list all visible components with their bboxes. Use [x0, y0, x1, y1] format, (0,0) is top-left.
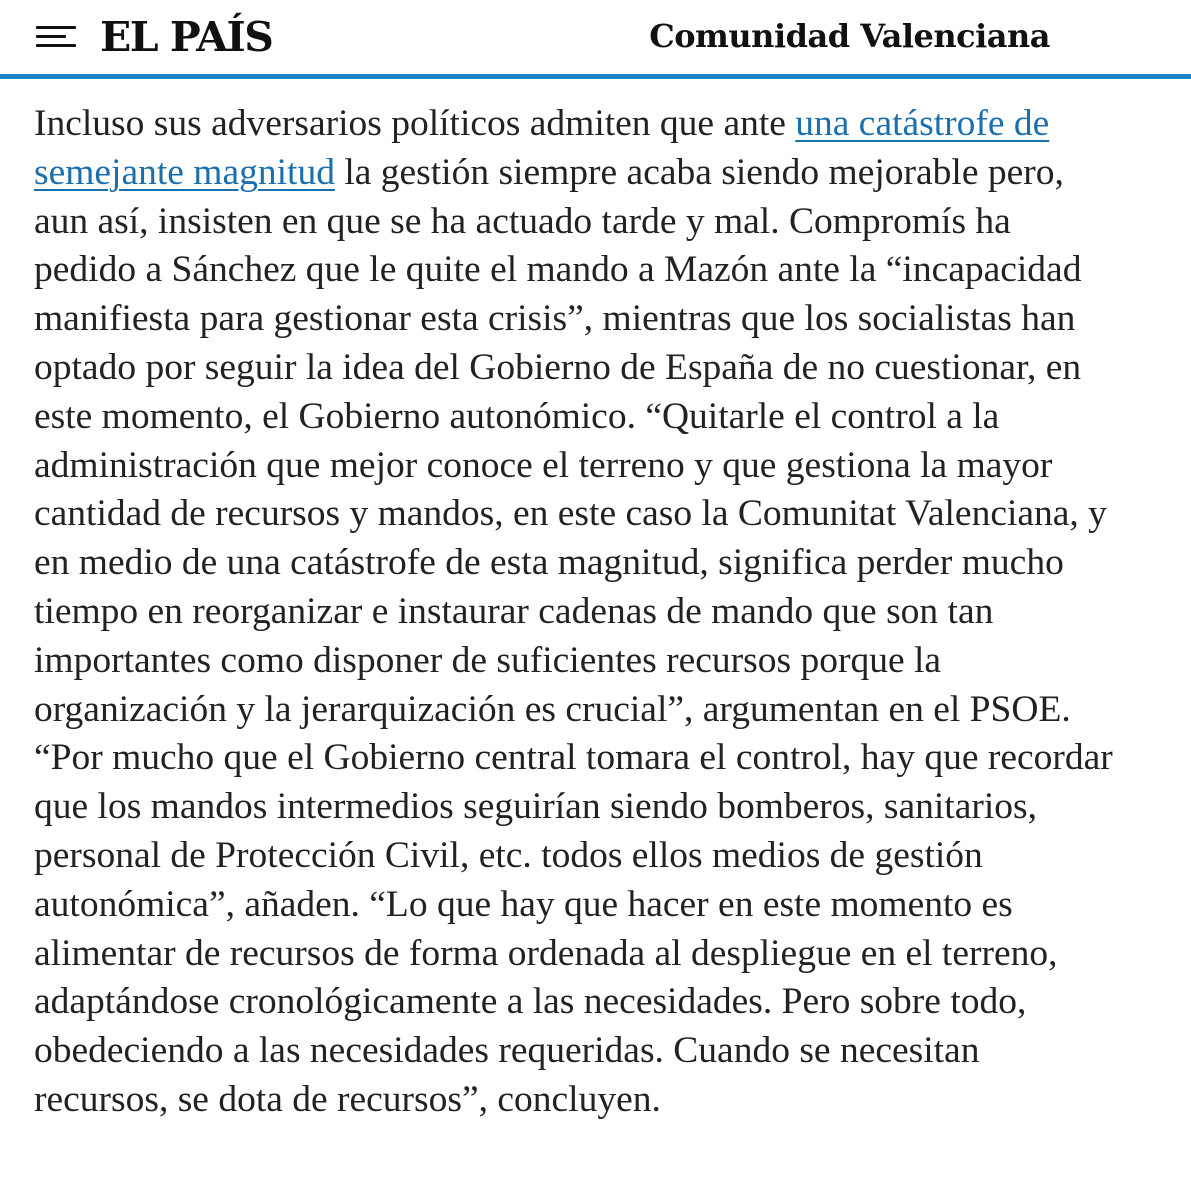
paragraph-text-start: Incluso sus adversarios políticos admiten que ante [34, 103, 796, 144]
paragraph-text-rest: la gestión siempre acaba siendo mejorable pero, aun así, insisten en que se ha actuado tarde y mal. Compromís ha pedido a Sánchez que le quite el mando a Mazón ante la “incapacidad manifiesta para gestionar esta crisis”, mientras que los socialistas han optado por seguir la idea del Gobierno de España de no cuestionar, en este momento, el Gobierno autonómico. “Quitarle el control a la administración que mejor conoce el terreno y que gestiona la mayor cantidad de recursos y mandos, en este caso la Comunitat Valenciana, y en medio de una catástrofe de esta magnitud, significa perder mucho tiempo en reorganizar e instaurar cadenas de mando que son tan importantes como disponer de suficientes recursos porque la organización y la jerarquización es crucial”, argumentan en el PSOE. “Por mucho que el Gobierno central tomara el control, hay que recordar que los mandos intermedios seguirían siendo bomberos, sanitarios, personal de Protección Civil, etc. todos ellos medios de gestión autonómica”, añaden. “Lo que hay que hacer en este momento es alimentar de recursos de forma ordenada al despliegue en el terreno, adaptándose cronológicamente a las necesidades. Pero sobre todo, obedeciendo a las necesidades requeridas. Cuando se necesitan recursos, se dota de recursos”, concluyen. [34, 151, 1113, 1120]
menu-line [36, 35, 66, 38]
inline-article-link[interactable]: una catástrofe de semejante magnitud [34, 103, 1050, 193]
section-title[interactable]: Comunidad Valenciana [649, 17, 1050, 55]
header-divider [0, 74, 1191, 79]
hamburger-menu-icon[interactable] [36, 24, 78, 48]
menu-line [36, 44, 76, 47]
article-paragraph [34, 100, 1119, 1125]
article-body [34, 100, 1119, 1125]
site-header [0, 0, 1191, 76]
site-logo[interactable]: EL PAÍS [100, 13, 273, 61]
menu-line [36, 26, 76, 29]
